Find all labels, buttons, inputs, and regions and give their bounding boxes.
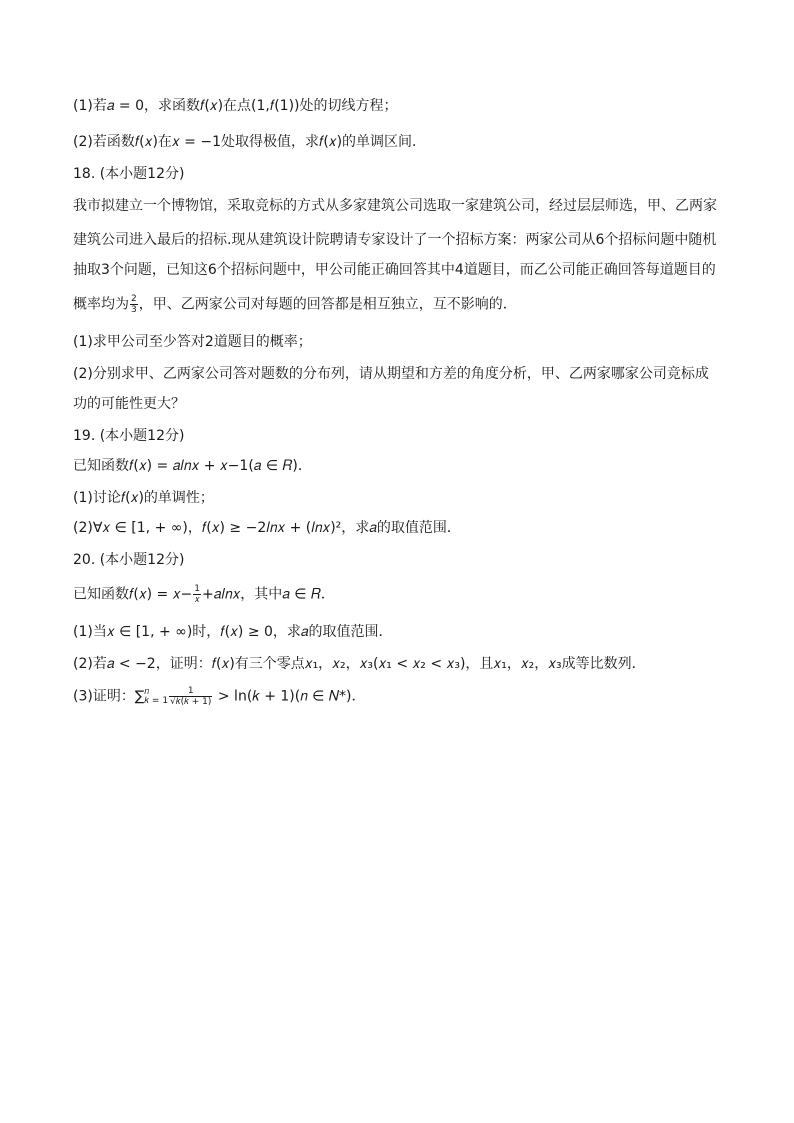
q19-part1: (1)讨论𝑓(𝑥)的单调性； — [73, 490, 214, 506]
q17-part1: (1)若𝑎 = 0，求函数𝑓(𝑥)在点(1,𝑓(1))处的切线方程； — [73, 98, 398, 114]
sum-upper-limit: 𝑛 — [144, 686, 150, 697]
q20-part3-fraction — [169, 686, 212, 707]
q18-probability-fraction — [130, 294, 138, 315]
q18-frac-denominator: 3 — [131, 305, 137, 315]
q18-header: 18. (本小题12分) — [73, 166, 185, 182]
q20-part3-pre: (3)证明：∑ — [73, 688, 145, 705]
q18-stem-line3: 抽取3个问题，已知这6个招标问题中，甲公司能正确回答其中4道题目，而乙公司能正确回答每道题目的 — [73, 262, 716, 278]
sum-lower-limit: 𝑘 = 1 — [144, 695, 169, 706]
q18-stem-line4-post: ，甲、乙两家公司对每题的回答都是相互独立，互不影响的． — [138, 296, 517, 313]
q18-stem-line4-pre: 概率均为 — [73, 296, 129, 313]
q20-part3-post: > ln(𝑘 + 1)(𝑛 ∈ 𝑁*)． — [213, 688, 366, 705]
q18-stem-line1: 我市拟建立一个博物馆，采取竞标的方式从多家建筑公司选取一家建筑公司，经过层层师选，甲、乙两家 — [73, 198, 717, 214]
q19-part2: (2)∀𝑥 ∈ [1, + ∞)，𝑓(𝑥) ≥ −2𝑙𝑛𝑥 + (𝑙𝑛𝑥)²，求𝑎的取值范围． — [73, 520, 461, 536]
q18-stem-line2: 建筑公司进入最后的招标.现从建筑设计院聘请专家设计了一个招标方案：两家公司从6个招标问题中随机 — [73, 232, 717, 248]
q18-part2-line1: (2)分别求甲、乙两家公司答对题数的分布列，请从期望和方差的角度分析，甲、乙两家哪家公司竞标成 — [73, 366, 709, 382]
q20-stem — [73, 584, 335, 605]
q20-stem-post: +𝑎𝑙𝑛𝑥，其中𝑎 ∈ 𝑅． — [201, 586, 335, 603]
q18-frac-numerator: 2 — [131, 294, 137, 304]
q20-part1: (1)当𝑥 ∈ [1, + ∞)时，𝑓(𝑥) ≥ 0，求𝑎的取值范围． — [73, 624, 393, 640]
q20-header: 20. (本小题12分) — [73, 552, 185, 568]
q19-stem: 已知函数𝑓(𝑥) = 𝑎𝑙𝑛𝑥 + 𝑥−1(𝑎 ∈ 𝑅)． — [73, 458, 312, 474]
q20-stem-pre: 已知函数𝑓(𝑥) = 𝑥− — [73, 586, 193, 603]
q19-header: 19. (本小题12分) — [73, 428, 185, 444]
summation-limits — [144, 688, 168, 706]
q20-part3-frac-denominator: √𝑘(𝑘 + 1) — [170, 697, 212, 707]
q18-stem-line4 — [73, 294, 517, 315]
q20-part3-frac-numerator: 1 — [169, 686, 212, 697]
q17-part2: (2)若函数𝑓(𝑥)在𝑥 = −1处取得极值，求𝑓(𝑥)的单调区间． — [73, 134, 427, 150]
q18-part1: (1)求甲公司至少答对2道题目的概率； — [73, 334, 312, 350]
q18-part2-line2: 功的可能性更大？ — [73, 396, 185, 412]
q20-frac-numerator: 1 — [194, 584, 200, 594]
q20-part3 — [73, 686, 366, 707]
q20-frac-denominator: 𝑥 — [194, 595, 200, 605]
q20-part2: (2)若𝑎 < −2，证明：𝑓(𝑥)有三个零点𝑥₁，𝑥₂，𝑥₃(𝑥₁ < 𝑥₂ < 𝑥₃)，且𝑥₁，𝑥₂，𝑥₃成等比数列． — [73, 656, 646, 672]
q20-fraction — [193, 584, 201, 605]
